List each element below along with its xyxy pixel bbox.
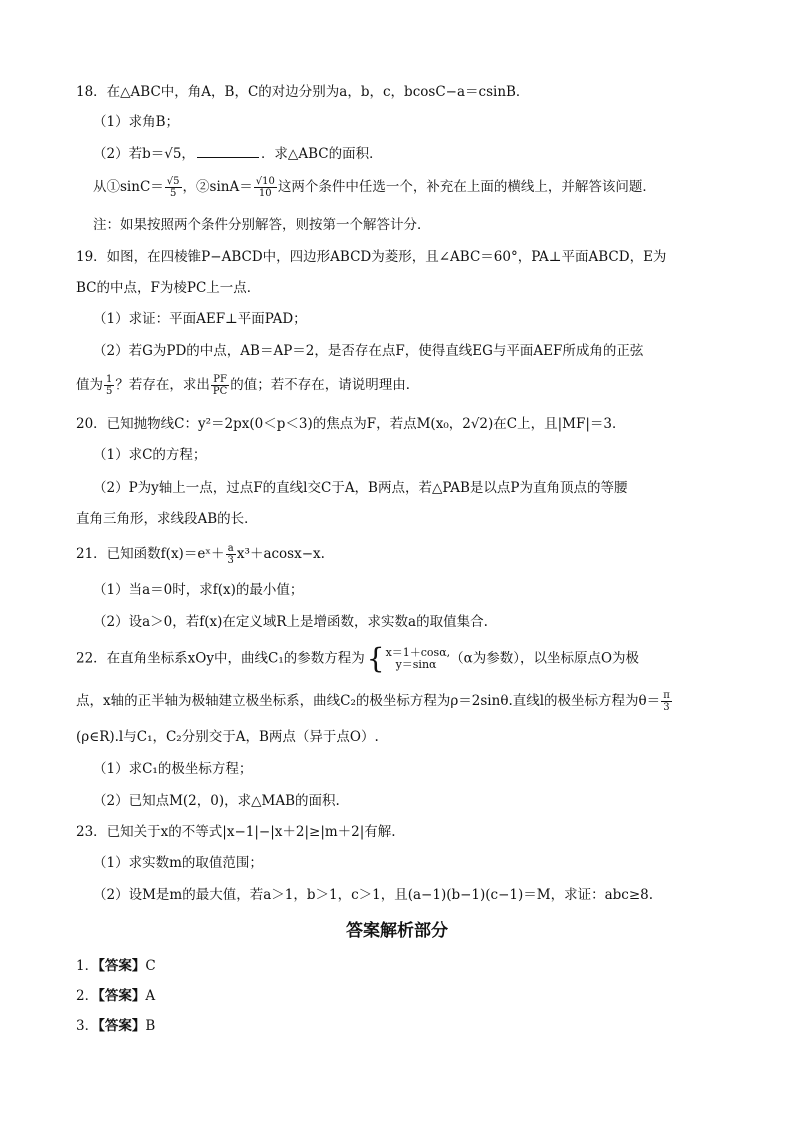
answer-value: A xyxy=(145,988,156,1004)
fraction xyxy=(254,176,277,199)
fill-in-blank xyxy=(197,145,259,158)
q19-part1: （1）求证：平面AEF⊥平面PAD； xyxy=(93,311,307,327)
answer-value: C xyxy=(145,958,156,974)
q23-part1: （1）求实数m的取值范围； xyxy=(93,855,263,871)
answer-number: 1． xyxy=(76,958,99,974)
q18-stem: 18．在△ABC中，角A，B，C的对边分别为a，b，c，bcosC−a＝csinB． xyxy=(76,84,530,100)
fraction xyxy=(226,543,236,566)
q22-part2: （2）已知点M(2，0)，求△MAB的面积. xyxy=(93,793,340,809)
answer-tag: 【答案】 xyxy=(98,988,146,1004)
fraction-denominator: PC xyxy=(212,386,228,397)
fraction-denominator: 3 xyxy=(663,702,670,713)
param-row-2: y＝sinα xyxy=(395,658,437,671)
answer-number: 2． xyxy=(76,988,99,1004)
param-row-1: x＝1＋cosα, xyxy=(385,646,451,659)
q22-line2-pre: 点，x轴的正半轴为极轴建立极坐标系，曲线C₂的极坐标方程为ρ＝2sinθ.直线l的极坐标方程为θ＝ xyxy=(76,693,661,709)
q23-stem: 23．已知关于x的不等式|x−1|−|x＋2|≥|m＋2|有解. xyxy=(76,824,396,840)
q21-stem-post: x³＋acosx−x. xyxy=(236,546,325,562)
q18-part2-post: ．求△ABC的面积． xyxy=(260,146,383,162)
fraction xyxy=(165,176,182,199)
parametric-system xyxy=(366,642,451,675)
answer-value: B xyxy=(145,1018,156,1034)
fraction-numerator: 1 xyxy=(106,374,113,385)
answer-item xyxy=(76,956,156,976)
left-brace: { xyxy=(366,642,385,675)
q21-stem-pre: 21．已知函数f(x)＝eˣ＋ xyxy=(76,546,225,562)
q22-stem xyxy=(76,642,640,675)
q18-part2 xyxy=(93,144,383,164)
q22-line3: (ρ∈R).l与C₁，C₂分别交于A，B两点（异于点O）. xyxy=(76,729,379,745)
q19-p2-pre: 值为 xyxy=(76,377,103,393)
fraction xyxy=(104,374,114,397)
fraction-numerator: a xyxy=(226,543,236,555)
fraction-denominator: 5 xyxy=(106,386,113,397)
fraction xyxy=(211,374,229,397)
fraction-numerator: PF xyxy=(211,374,229,386)
fraction-numerator: √10 xyxy=(255,176,275,187)
q18-part2-pre: （2）若b＝√5， xyxy=(93,146,195,162)
answer-tag: 【答案】 xyxy=(98,958,146,974)
q21-part1: （1）当a＝0时，求f(x)的最小值； xyxy=(93,582,304,598)
q18-note: 注：如果按照两个条件分别解答，则按第一个解答计分． xyxy=(93,217,431,233)
q20-part2-line2: 直角三角形，求线段AB的长． xyxy=(76,511,258,527)
fraction-denominator: 3 xyxy=(227,555,234,566)
q22-part1: （1）求C₁的极坐标方程； xyxy=(93,761,253,777)
q19-part2-line1: （2）若G为PD的中点，AB＝AP＝2，是否存在点F，使得直线EG与平面AEF所成角的正弦 xyxy=(93,343,644,359)
answer-number: 3． xyxy=(76,1018,99,1034)
q19-stem-line2: BC的中点，F为棱PC上一点． xyxy=(76,280,261,296)
q18-part1: （1）求角B； xyxy=(93,114,180,130)
answer-item xyxy=(76,986,155,1006)
q20-part2-line1: （2）P为y轴上一点，过点F的直线l交C于A，B两点，若△PAB是以点P为直角顶点的等腰 xyxy=(93,480,628,496)
q18-cond-pre: 从①sinC＝ xyxy=(93,179,164,195)
q19-part2-line2 xyxy=(76,374,419,397)
q18-conditions xyxy=(93,176,656,199)
q22-stem-pre: 22．在直角坐标系xOy中，曲线C₁的参数方程为 xyxy=(76,650,365,667)
q20-part1: （1）求C的方程； xyxy=(93,447,207,463)
q23-part2: （2）设M是m的最大值，若a＞1，b＞1，c＞1，且(a−1)(b−1)(c−1)＝M，求证：abc≥8. xyxy=(93,887,654,903)
q19-p2-post: 的值；若不存在，请说明理由． xyxy=(230,377,420,393)
fraction-numerator: π xyxy=(663,690,670,701)
q18-cond-post: 这两个条件中任选一个，补充在上面的横线上，并解答该问题． xyxy=(277,179,656,195)
q21-part2: （2）设a＞0，若f(x)在定义域R上是增函数，求实数a的取值集合. xyxy=(93,614,488,630)
fraction-denominator: 5 xyxy=(169,188,177,199)
q21-stem xyxy=(76,543,325,566)
q19-p2-mid: ？若存在，求出 xyxy=(115,377,210,393)
answers-section-title: 答案解析部分 xyxy=(346,921,448,941)
answer-item xyxy=(76,1016,155,1036)
q22-stem-post: （α为参数），以坐标原点O为极 xyxy=(450,650,640,667)
q20-stem: 20．已知抛物线C：y²＝2px(0＜p＜3)的焦点为F，若点M(x₀，2√2)在C上，且|MF|＝3． xyxy=(76,416,626,432)
fraction-numerator: √5 xyxy=(166,176,180,187)
q18-cond-mid: ，②sinA＝ xyxy=(182,179,253,195)
q19-stem-line1: 19．如图，在四棱锥P−ABCD中，四边形ABCD为菱形，且∠ABC＝60°，PA⊥平面ABCD，E为 xyxy=(76,249,667,265)
fraction xyxy=(661,690,672,713)
answer-tag: 【答案】 xyxy=(98,1018,146,1034)
q22-line2 xyxy=(76,690,673,713)
fraction-denominator: 10 xyxy=(258,188,272,199)
